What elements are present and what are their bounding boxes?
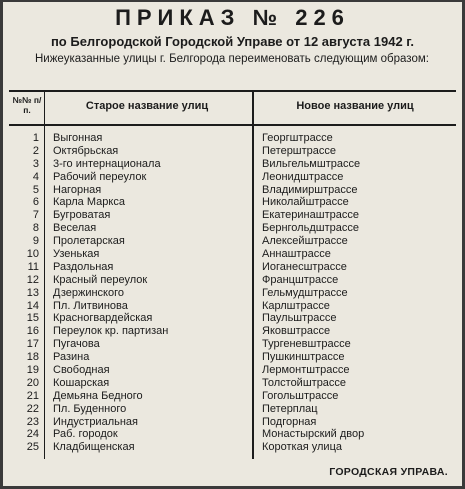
table-row — [3, 312, 462, 325]
row-old-name: Раздольная — [53, 260, 114, 273]
row-old-name: Бугроватая — [53, 209, 111, 222]
row-number: 9 — [32, 235, 39, 248]
row-number: 1 — [32, 132, 39, 144]
row-number: 4 — [32, 170, 39, 183]
signature-footer: ГОРОДСКАЯ УПРАВА. — [329, 466, 448, 478]
row-number: 8 — [32, 222, 39, 235]
row-old-name: Пролетарская — [53, 235, 125, 248]
row-new-name: Короткая улица — [262, 441, 342, 454]
row-number: 3 — [32, 157, 39, 170]
row-new-name: Гельмудштрассе — [262, 286, 348, 299]
table-row — [3, 132, 462, 145]
row-number: 7 — [32, 209, 39, 222]
row-new-name: Аннаштрассе — [262, 248, 331, 261]
row-new-name: Вильгельмштрассе — [262, 157, 361, 170]
row-number: 6 — [32, 196, 39, 209]
row-new-name: Алексейштрассе — [262, 235, 348, 248]
row-new-name: Петерштрассе — [262, 144, 337, 157]
table-row — [3, 377, 462, 390]
row-new-name: Пушкинштрассе — [262, 351, 345, 364]
row-new-name: Екатеринаштрассе — [262, 209, 359, 222]
table-row — [3, 338, 462, 351]
row-number: 24 — [26, 428, 39, 441]
row-new-name: Тургеневштрассе — [262, 338, 351, 351]
row-old-name: Свободная — [53, 364, 110, 377]
row-old-name: Пл. Литвинова — [53, 299, 128, 312]
row-old-name: Рабочий переулок — [53, 170, 147, 183]
order-intro: Нижеуказанные улицы г. Белгорода переименовать следующим образом: — [35, 53, 429, 65]
row-new-name: Николайштрассе — [262, 196, 349, 209]
row-number: 19 — [26, 364, 39, 377]
row-new-name: Францштрассе — [262, 273, 339, 286]
table-row — [3, 287, 462, 300]
table-row — [3, 184, 462, 197]
row-old-name: Переулок кр. партизан — [53, 325, 169, 338]
row-old-name: Пл. Буденного — [53, 402, 127, 415]
row-old-name: Кладбищенская — [53, 441, 135, 454]
row-old-name: Кошарская — [53, 376, 110, 389]
row-number: 20 — [26, 376, 39, 389]
row-old-name: Дзержинского — [53, 286, 124, 299]
row-new-name: Георгштрассе — [262, 132, 333, 144]
rename-table-body — [3, 132, 462, 454]
table-row — [3, 222, 462, 235]
row-new-name: Иоганесштрассе — [262, 260, 347, 273]
table-row — [3, 196, 462, 209]
row-old-name: Демьяна Бедного — [53, 389, 143, 402]
row-old-name: Раб. городок — [53, 428, 118, 441]
row-new-name: Подгорная — [262, 415, 317, 428]
row-number: 18 — [26, 351, 39, 364]
row-number: 14 — [26, 299, 39, 312]
header-new-name: Новое название улиц — [296, 100, 414, 112]
order-subtitle: по Белгородской Городской Управе от 12 августа 1942 г. — [50, 34, 415, 49]
row-new-name: Лермонтштрассе — [262, 364, 350, 377]
table-row — [3, 364, 462, 377]
row-number: 22 — [26, 402, 39, 415]
row-old-name: Красный переулок — [53, 273, 148, 286]
row-old-name: 3-го интернационала — [53, 157, 161, 170]
row-number: 16 — [26, 325, 39, 338]
row-new-name: Владимирштрассе — [262, 183, 358, 196]
row-old-name: Пугачова — [53, 338, 100, 351]
table-row — [3, 416, 462, 429]
row-new-name: Яковштрассе — [262, 325, 331, 338]
row-old-name: Красногвардейская — [53, 312, 153, 325]
header-number: №№ п/п. — [12, 95, 42, 115]
table-row — [3, 209, 462, 222]
row-old-name: Карла Маркса — [53, 196, 125, 209]
row-number: 23 — [26, 415, 39, 428]
table-row — [3, 441, 462, 454]
table-row — [3, 351, 462, 364]
order-title: ПРИКАЗ № 226 — [115, 5, 350, 30]
row-number: 2 — [32, 144, 39, 157]
row-new-name: Бернгольдштрассе — [262, 222, 359, 235]
row-number: 5 — [32, 183, 39, 196]
table-row — [3, 145, 462, 158]
table-row — [3, 428, 462, 441]
table-row — [3, 300, 462, 313]
row-number: 13 — [26, 286, 39, 299]
row-new-name: Карлштрассе — [262, 299, 330, 312]
row-old-name: Веселая — [53, 222, 97, 235]
row-new-name: Толстойштрассе — [262, 376, 347, 389]
table-row — [3, 403, 462, 416]
row-number: 11 — [27, 260, 39, 273]
row-new-name: Петерплац — [262, 402, 318, 415]
header-old-name: Старое название улиц — [85, 100, 209, 112]
row-number: 25 — [26, 441, 39, 454]
table-row — [3, 248, 462, 261]
table-header-rule — [9, 124, 456, 126]
row-number: 17 — [26, 338, 39, 351]
row-old-name: Выгонная — [53, 132, 103, 144]
table-row — [3, 390, 462, 403]
row-number: 21 — [26, 389, 39, 402]
row-new-name: Монастырский двор — [262, 428, 365, 441]
row-number: 12 — [26, 273, 39, 286]
table-row — [3, 235, 462, 248]
row-number: 15 — [26, 312, 39, 325]
row-new-name: Гогольштрассе — [262, 389, 339, 402]
row-number: 10 — [26, 248, 39, 261]
document-sheet — [3, 2, 462, 486]
table-row — [3, 158, 462, 171]
table-row — [3, 325, 462, 338]
row-old-name: Разина — [53, 351, 90, 364]
row-old-name: Индустриальная — [53, 415, 138, 428]
row-old-name: Узенькая — [53, 248, 100, 261]
table-row — [3, 171, 462, 184]
table-top-rule — [9, 90, 456, 92]
table-row — [3, 261, 462, 274]
row-old-name: Октябрьская — [53, 144, 119, 157]
row-new-name: Паульштрассе — [262, 312, 337, 325]
row-old-name: Нагорная — [53, 183, 102, 196]
row-new-name: Леонидштрассе — [262, 170, 344, 183]
table-row — [3, 274, 462, 287]
